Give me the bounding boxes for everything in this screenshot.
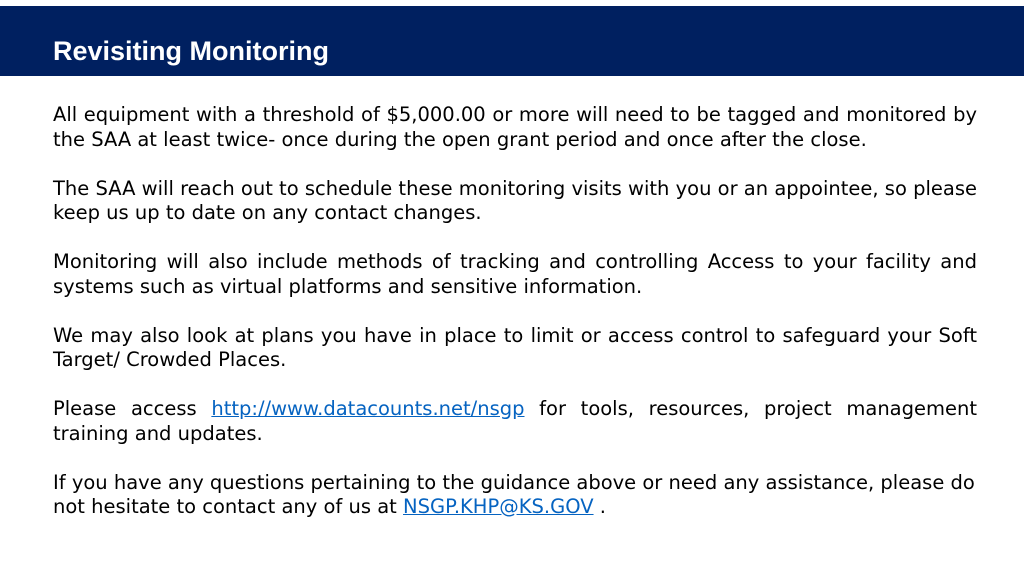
resources-text-after: for tools, resources, project management training and updates.: [53, 397, 978, 445]
contact-email-link[interactable]: NSGP.KHP@KS.GOV: [403, 495, 594, 518]
contact-text-after: .: [593, 495, 606, 518]
paragraph-resources: [53, 397, 977, 446]
datacounts-link[interactable]: http://www.datacounts.net/nsgp: [211, 397, 525, 420]
paragraph-access-tracking: Monitoring will also include methods of tracking and controlling Access to your facility and systems such as virtual platforms and sensitive information.: [53, 250, 977, 298]
paragraph-soft-target: We may also look at plans you have in place to limit or access control to safeguard your Soft Target/ Crowded Places.: [53, 323, 977, 371]
paragraph-contact: [53, 471, 977, 520]
contact-text-before: If you have any questions pertaining to the guidance above or need any assistance, please do not hesitate to contact any of us at: [53, 470, 975, 518]
slide-content: [53, 103, 977, 544]
resources-text-before: Please access: [53, 397, 212, 420]
slide-title: Revisiting Monitoring: [53, 36, 329, 66]
paragraph-equipment-threshold: All equipment with a threshold of $5,000.00 or more will need to be tagged and monitored by the SAA at least twice- once during the open grant period and once after the close.: [53, 103, 977, 151]
paragraph-monitoring-visits: The SAA will reach out to schedule these monitoring visits with you or an appointee, so please keep us up to date on any contact changes.: [53, 176, 977, 224]
